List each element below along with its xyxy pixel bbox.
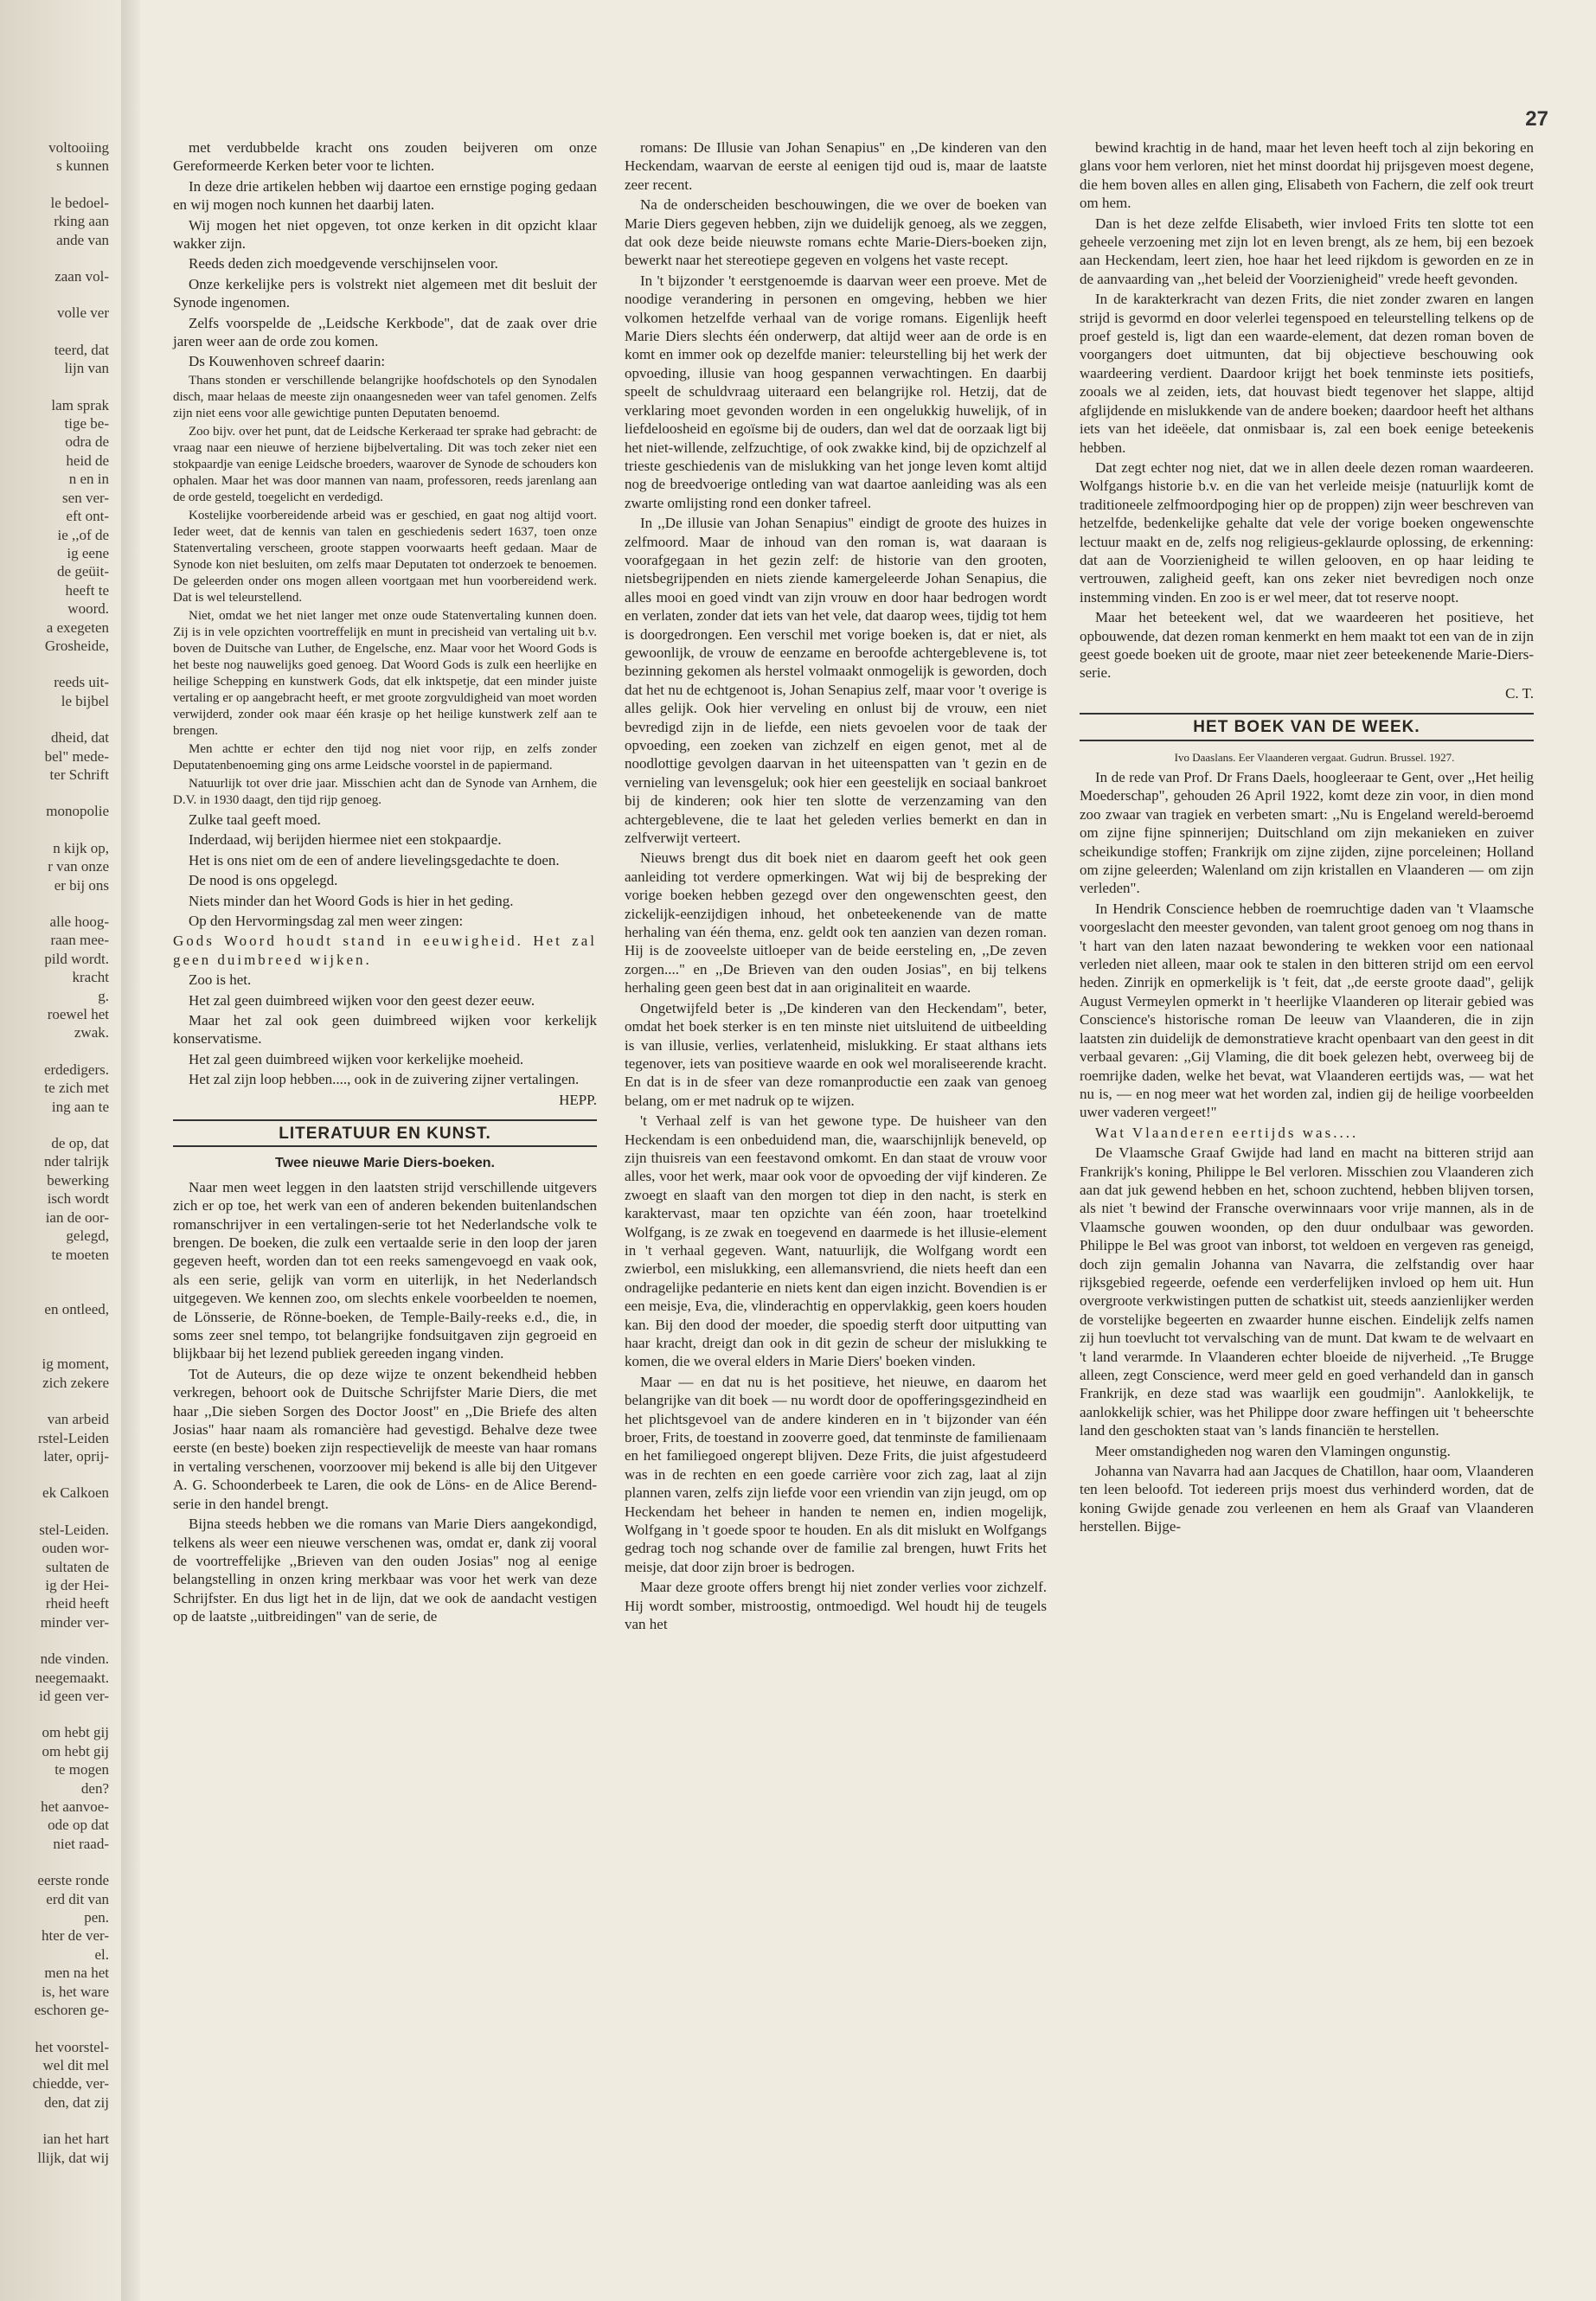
paragraph: Meer omstandigheden nog waren den Vlamingen ongunstig. [1095,1442,1451,1459]
paragraph: Johanna van Navarra had aan Jacques de Chatillon, haar oom, Vlaanderen ten leen beloofd. Tot iedereen prijs moest dus verhinderd worden, dat de koning Gwijde genade zou verleenen en hem als Graaf van Vlaanderen herstellen. Bijge- [1080,1463,1534,1535]
paragraph: In 't bijzonder 't eerstgenoemde is daarvan weer een proeve. Met de noodige verandering in personen en omgeving, hebben we hier volkomen hetzelfde verhaal van de vorige romans. Eigenlijk heeft Marie Diers slechts één onderwerp, dat altijd weer aan de orde is en komt en immer ook op dezelfde manier: teleurstelling bij het werk der opvoeding, illusie van hoog gespannen verwachtingen. En daarbij speelt de schuldvraag uiteraard een belangrijke rol. Hetzij, dat de verklaring moet gevonden worden in een ongelukkig huwelijk, of in liefdeloosheid en egoïsme bij de ouders, dan wel dat de oorzaak ligt bij het niet-willende, zelfzuchtige, of ook zwakke kind, bij de opzichzelf al trieste geschiedenis van de mislukking van het jonge leven komt altijd nog de breedvoerige ontleding van wat daartoe aanleiding was als een zwarte omlijsting rond een donker tafreel. [625,272,1047,511]
fragment-line: te zich met [44,1080,109,1097]
column-3 [1080,138,1534,1538]
article-boek-van-de-week-body [1080,768,1534,1122]
fragment-line: zich zekere [42,1374,109,1391]
article-title-marie-diers: Twee nieuwe Marie Diers-boeken. [274,1156,495,1171]
fragment-line: de op, dat [51,1135,109,1152]
fragment-line: ing aan te [51,1098,109,1115]
fragment-line: llijk, dat wij [37,2149,109,2166]
fragment-line: id geen ver- [39,1688,109,1704]
fragment-line [0,1392,112,1410]
article-boek-van-de-week-continued [1080,1144,1534,1536]
paragraph: Zoo is het. [189,971,252,989]
fragment-line: voltooiing [48,139,109,156]
fragment-line: minder ver- [40,1613,109,1631]
fragment-line: ig moment, [42,1356,109,1373]
quote-paragraph: Zoo bijv. over het punt, dat de Leidsche Kerkeraad ter sprake had gebracht: de vraag naar een nieuwe of herziene bijbelvertaling. Dit was toch zeker niet een stokpaardje van eenige Leidsche broeders, waarover de Synode de schouders kon ophalen. Maar het was door mannen van naam, professoren, reeds jarenlang aan de orde gesteld, toegelicht en verdedigd. [173,424,597,504]
paragraph: Maar het zal ook geen duimbreed wijken voor kerkelijk konservatisme. [173,1011,597,1048]
fragment-line: heeft te [65,581,109,599]
paragraph: Maar het beteekent wel, dat we waardeeren het positieve, het opbouwende, dat dezen roman kenmerkt en hem maakt tot een van de in zijn geest goede boeken uit de groote, maar niet zeer beteekenende Marie-Diers-serie. [1080,609,1534,682]
article-hepp-conclusion [173,971,597,1088]
paragraph: Ds Kouwenhoven schreef daarin: [189,353,386,370]
fragment-line: rheid heeft [45,1595,109,1612]
fragment-line: nder talrijk [43,1153,109,1170]
column-2 [625,138,1047,1636]
fragment-line: alle hoog- [49,913,109,930]
fragment-line: eft ont- [66,508,109,525]
fragment-line: bewerking [47,1171,109,1189]
fragment-line: odra de [65,433,109,451]
fragment-line: rstel-Leiden [37,1429,109,1446]
fragment-line: hter de ver- [41,1927,109,1945]
section-heading-literatuur: LITERATUUR EN KUNST. [173,1119,597,1147]
fragment-line: chiedde, ver- [32,2075,109,2093]
fragment-line: lam sprak [51,396,109,413]
fragment-line [0,784,112,802]
fragment-line: om hebt gij [42,1742,109,1759]
fragment-line: pen. [84,1909,109,1926]
fragment-line: monopolie [46,803,109,820]
fragment-line: te mogen [54,1761,109,1779]
fragment-line: den? [80,1779,109,1797]
article-marie-diers-body [173,1178,597,1626]
paragraph: Tot de Auteurs, die op deze wijze te onzent bekendheid hebben verkregen, behoort ook de Duitsche Schrijfster Marie Diers, die met haar ,,Die sieben Sorgen des Doctor Joost" en ,,Die Briefe des alten Josias" haar naam als romancière had gevestigd. Behalve deze twee eerste (en beste) boeken zijn respectievelijk de meeste van haar romans in vertaling verschenen, voorzoover mij bekend is alle bij den Uitgever A. G. Schoonderbeek te Laren, die ook de Löns- en de Alice Berend-serie in den handel brengt. [173,1365,597,1512]
fragment-line [0,2112,112,2130]
fragment-line: teerd, dat [54,341,109,358]
fragment-line: ie ,,of de [57,526,109,543]
quote-paragraph: Kostelijke voorbereidende arbeid was er geschied, en gaat nog altijd voort. Ieder weet, dat de kennis van talen en geschiedenis sedert 1637, toen onze Statenvertaling verscheen, groote stappen voorwaarts heeft gedaan. Maar de Synode kon niet besluiten, om zelfs maar Deputaten tot onderzoek te benoemen. De geleerden onder ons mogen alleen voortgaan met hun voorbereidend werk. Dat is wel teleurstellend. [173,508,597,605]
book-byline: Ivo Daaslans. Eer Vlaanderen vergaat. Gudrun. Brussel. 1927. [1174,750,1455,764]
article-hepp-body [173,138,597,371]
article-hepp-body-continued [173,811,597,930]
paragraph: Niets minder dan het Woord Gods is hier in het geding. [189,892,514,909]
fragment-line [0,323,112,341]
fragment-line: men na het [44,1965,109,1982]
paragraph: Het zal geen duimbreed wijken voor den geest dezer eeuw. [189,991,535,1009]
fragment-line: le bijbel [61,692,109,709]
fragment-line: rking aan [54,213,109,230]
fragment-line [0,1503,112,1521]
signature-ct: C. T. [1505,684,1534,702]
fragment-line: woord. [67,600,109,618]
fragment-line: ian het hart [42,2131,109,2148]
fragment-line: el. [94,1945,109,1963]
fragment-line: r van onze [48,858,109,875]
paragraph: Op den Hervormingsdag zal men weer zingen: [189,912,464,929]
fragment-line: en ontleed, [44,1300,109,1317]
fragment-line: eschoren ge- [34,2002,109,2019]
fragment-line [0,2020,112,2038]
fragment-line: Grosheide, [44,637,109,654]
article-marie-diers-continued [625,138,1047,1634]
left-page-fragment-column [0,138,112,2167]
fragment-line: neegemaakt. [35,1669,109,1686]
fragment-line [0,1336,112,1355]
fragment-line: g. [98,987,109,1004]
paragraph: In de rede van Prof. Dr Frans Daels, hoogleeraar te Gent, over ,,Het heilig Moederschap", gehouden 26 April 1922, komt deze zin voor, in dien mond zoo zwaar van tragiek en verbeten smart: ,,Nu is Engeland wereld-beroemd om zijne fijne spinnerijen; Duitschland om zijn mekanieken en zuiver scheikundige stoffen; Frankrijk om zijne zijden, zijne porceleinen; Holland om zijne geleerden; Walenland om zijn kristallen en Vlaanderen — om zijn verleden". [1080,769,1534,897]
paragraph: In de karakterkracht van dezen Frits, die niet zonder zwaren en langen strijd is gevormd en door velerlei tegenspoed en teleurstelling telkens op de proef gesteld is, ligt dan een waarde-element, dat dezen roman boven de voorgangers doet uitmunten, dat bij objectieve beschouwing ook waardeering verdient. Daardoor krijgt het boek tenminste iets positiefs, zooals we al zeiden, iets, dat houvast biedt tegenover het slappe, altijd afglijdende en mislukkende van de andere boeken; daardoor heeft het althans iets van het ideëele, dat onmisbaar is, zal een boek eenige beteekenis hebben. [1080,291,1534,456]
fragment-line [0,249,112,267]
fragment-line: ig eene [67,544,109,561]
paragraph: De nood is ons opgelegd. [189,872,338,889]
column-1 [173,138,597,1628]
fragment-line: de geüit- [57,563,109,580]
fragment-line: pild wordt. [44,950,109,967]
paragraph: Na de onderscheiden beschouwingen, die we over de boeken van Marie Diers gegeven hebben, zijn we duidelijk genoeg, als we zeggen, dat ook deze beide nieuwste romans echte Marie-Diers-boeken zijn, bewerkt naar het stereotiepe gegeven en volgens het vaste recept. [625,196,1047,269]
fragment-line: niet raad- [53,1835,109,1852]
paragraph: In Hendrik Conscience hebben de roemruchtige daden van 't Vlaamsche voorgeslacht den meester gevonden, van talent groot genoeg om nog thans in 't hart van den laten nazaat bewondering te wekken voor een nationaal verleden niet alleen, maar ook te stalen in den bitteren strijd om een eervol heden. Zinrijk en opmerkelijk is 't feit, dat ,,de eerste groote daad", gelijk August Vermeylen opmerkt in 't heerlijke Vlaanderen op literair gebied was Conscience's historische roman De leeuw van Vlaanderen, die in zijn laatsten zin duidelijk de demonstratieve kracht openbaart van den geest in dit verbaal gevaren: ,,Gij Vlaming, die dit boek gelezen hebt, overweeg bij de roemrijke daden, welke het bevat, wat Vlaanderen eertijds was, — wat het nu is, — en nog meer wat het worden zal, indien gij de heilige voorbeelden uwer vaderen vergeet!" [1080,900,1534,1121]
fragment-line [0,285,112,304]
fragment-line: ian de oor- [45,1208,109,1226]
fragment-line: gelegd, [66,1227,109,1245]
fragment-line [0,1631,112,1650]
fragment-line: stel-Leiden. [39,1521,109,1538]
fragment-line: zwak. [74,1024,109,1042]
paragraph: De Vlaamsche Graaf Gwijde had land en macht na bitteren strijd aan Frankrijk's koning, Philippe le Bel verloren. Misschien zou Vlaanderen zich aan dat juk gewend hebben en het, schoon zuchtend, hebben blijven torsen, als niet 't bewind der Fransche overwinnaars voor vrije mannen, als in de Vlaamsche gouwen woonden, op den duur ondulbaar was geworden. Philippe le Bel was groot van inborst, tot weldoen en vergeven ras geneigd, doch zijn gemalin Johanna van Navarra, die zelfstandig over haar rijksgebied regeerde, oefende een verderfelijken invloed op hem uit. Hun overgroote verkwistingen putten de schatkist uit, steeds aanzienlijker werden de vorstelijke begeerten en zwaarder hunne eischen. Eindelijk zelfs namen zij hun toevlucht tot vervalsching van de munt. Dat kwam te de welvaart en 't land verarmde. In Vlaanderen echter bloeide de nijverheid. ,,Te Brugge alleen, zegt Conscience, werd meer geld en goed verhandeld dan in gansch Frankrijk, en deze stad was waarlijk een goudmijn". Aanlokkelijk, te aanlokkelijk schier, was het Philippe door zware heffingen uit 't beheerschte land den geschokten staat van 's lands financiën te herstellen. [1080,1144,1534,1439]
fragment-line [0,821,112,839]
fragment-line: n en in [68,471,109,488]
fragment-line [0,1853,112,1871]
paragraph: Maar — en dat nu is het positieve, het nieuwe, en daarom het belangrijke van dit boek — nu wordt door de opofferingsgezindheid en het plichtsgevoel van de andere kinderen en in 't bijzonder van één broer, Frits, de toestand in zooverre goed, dat tenminste de familienaam en het familiegoed ongerept blijven. Deze Frits, die juist afgestudeerd was in de rechten en een goede carrière voor zich zag, laat al zijn plannen varen, zelfs zijn liefde voor een vriendin van zijn jeugd, om op Heckendam het beheer in handen te nemen en, indien mogelijk, Wolfgang in 't goede spoor te houden. En als dit mislukt en Wolfgangs gedrag toch nog schande over de familie zal brengen, huwt Frits het meisje, dat door zijn broer is bedrogen. [625,1373,1047,1575]
paragraph: Dat zegt echter nog niet, dat we in allen deele dezen roman waardeeren. Wolfgangs historie b.v. en die van het verleide meisje (natuurlijk komt de traditioneele zelfmoordpoging hier op de proppen) zijn weer beschreven van hetzelfde, bedenkelijke gehalte dat vele der vorige boeken ongewenschte lectuur maakt en de, zelfs nog religieus-geklaurde oplossing, de erkenning: dat aan de Voorzienigheid te willen gelooven, en op haar leiding te vertrouwen, zaligheid geeft, kan ons zeker niet bevredigen noch onze instemming vinden. En zoo is er wel meer, dat tot reserve noopt. [1080,458,1534,606]
fragment-line: er bij ons [54,876,109,894]
paragraph: Het is ons niet om de een of andere lievelingsgedachte te doen. [189,851,560,868]
fragment-line: tige be- [64,415,109,433]
fragment-line [0,710,112,728]
paragraph: Het zal geen duimbreed wijken voor kerkelijke moeheid. [189,1050,524,1067]
fragment-line: volle ver [57,304,109,322]
fragment-line: zaan vol- [54,268,109,285]
spaced-quote: Wat Vlaanderen eertijds was.... [1095,1124,1359,1141]
page-number: 27 [1525,107,1548,131]
paragraph: Maar deze groote offers brengt hij niet zonder verlies voor zichzelf. Hij wordt somber, mistroostig, ontmoedigd. Wel houdt hij de teugels van het [625,1579,1047,1633]
paragraph: Zelfs voorspelde de ,,Leidsche Kerkbode", dat de zaak over drie jaren weer aan de orde zou komen. [173,314,597,350]
fragment-line [0,1042,112,1061]
fragment-line: erdedigers. [43,1061,109,1078]
fragment-line: erd dit van [46,1890,109,1907]
fragment-line: reeds uit- [54,674,109,691]
fragment-line: het aanvoe- [41,1798,109,1816]
fragment-line: den, dat zij [43,2093,109,2111]
fragment-line: ter Schrift [49,766,109,783]
fragment-line: heid de [66,452,109,469]
paragraph: Onze kerkelijke pers is volstrekt niet algemeen met dit besluit der Synode ingenomen. [173,275,597,311]
fragment-line: a exegeten [46,619,109,636]
paragraph: Bijna steeds hebben we die romans van Marie Diers aangekondigd, telkens als weer een nieuwe verschenen was, omdat er, dank zij vooral de voortreffelijke ,,Brieven van den ouden Josias" nog al eenige belangstelling in onzen kring merkbaar was voor het werk van deze Schrijfster. En dus ligt het in de lijn, dat we ook de aandacht vestigen op de laatste ,,uitbreidingen" van de serie, de [173,1516,597,1625]
paragraph: Ongetwijfeld beter is ,,De kinderen van den Heckendam", beter, omdat het boek sterker is en ten minste niet uitsluitend de uitbeelding is van illusie, verlies, verlatenheid, mislukking. Er staat althans iets tegenover, iets van positieve waarde en ook wel moraliseerende kracht. En dat is in de sfeer van deze romanproductie een zaak van genoeg belang, om er met nadruk op te wijzen. [625,999,1047,1109]
paragraph: bewind krachtig in de hand, maar het leven heeft toch al zijn bekoring en glans voor hem verloren, niet het minst doordat hij prijsgeven moest degene, die hem boven alles en allen ging, Elisabeth von Fachern, die zelf ook treurt om hem. [1080,139,1534,212]
fragment-line: isch wordt [47,1190,109,1208]
fragment-line [0,378,112,396]
paragraph: Reeds deden zich moedgevende verschijnselen voor. [189,255,498,272]
fragment-line [0,1465,112,1484]
fragment-line [0,1318,112,1336]
paragraph: met verdubbelde kracht ons zouden beijveren om onze Gereformeerde Kerken beter voor te lichten. [173,139,597,175]
fragment-line: later, oprij- [43,1447,109,1465]
fragment-line: le bedoel- [50,194,109,211]
paragraph: Wij mogen het niet opgeven, tot onze kerken in dit opzicht klaar wakker zijn. [173,216,597,253]
fragment-line: raan mee- [50,932,109,949]
fragment-line: het voorstel- [35,2038,109,2055]
fragment-line: van arbeid [47,1411,109,1428]
paragraph: Het zal zijn loop hebben...., ook in de zuivering zijner vertalingen. [189,1071,580,1088]
paragraph: Dan is het deze zelfde Elisabeth, wier invloed Frits ten slotte tot een geheele verzoening met zijn lot en leven brengt, als ze hem, bij een bezoek aan Heckendam, leert zien, hoe haar het leed rijkdom is geworden en ze in de aanvaarding van ,,het beleid der Voorzienigheid" vrede heeft gevonden. [1080,215,1534,287]
fragment-line [0,655,112,673]
fragment-line: roewel het [47,1006,109,1023]
fragment-line: wel dit mel [42,2056,109,2073]
fragment-line: ek Calkoen [42,1484,109,1502]
fragment-line: ande van [56,231,109,248]
fragment-line: bel" mede- [44,747,109,765]
quote-paragraph: Men achtte er echter den tijd nog niet voor rijp, en zelfs zonder Deputatenbenoeming ging ons arme Leidsche voorstel in de papiermand. [173,741,597,772]
quote-paragraph: Niet, omdat we het niet langer met onze oude Statenvertaling kunnen doen. Zij is in vele opzichten voortreffelijk en munt in precisheid van vertaling uit b.v. boven de Duitsche van Luther, de Engelsche, enz. Maar voor het Woord Gods is het beste nog nauwelijks goed genoeg. Dat Woord Gods is zulk een heerlijke en heilige Schepping en kunstwerk Gods, dat elk inktspetje, dat een minder juiste vertaling er op aangebracht heeft, er met groote zorgvuldigheid van moet worden verwijderd, zonder ook maar één krasje op het heilige kunstwerk zelf aan te brengen. [173,608,597,738]
signature-hepp: HEPP. [559,1091,597,1108]
paragraph: Zulke taal geeft moed. [189,811,321,828]
fragment-line: nde vinden. [40,1650,109,1668]
fragment-line: ouden wor- [42,1540,109,1557]
paragraph: Nieuws brengt dus dit boek niet en daarom geeft het ook geen aanleiding tot verdere opmerkingen. Wat wij bij de bespreking der vorige boeken hebben gezegd over den ongewenschten geest, den zickelijk-eenzijdigen inhoud, het onbeteekenende van de matte herhaling van één thema, enz. geldt ook ten aanzien van dezen roman. Hij is de zooveelste uitloeper van de beide eersteling en, ,,De zeven zorgen...." en ,,De Brieven van den ouden Josias", en bij telkens herhaling geen geen best dat in aan originaliteit en waarde. [625,849,1047,997]
fragment-line [0,176,112,194]
fragment-line: dheid, dat [50,729,109,747]
kerkbode-quote [173,373,597,809]
fragment-line [0,1282,112,1300]
fragment-line: om hebt gij [42,1724,109,1741]
paragraph: romans: De Illusie van Johan Senapius" en ,,De kinderen van den Heckendam, waarvan de eerste al eenigen tijd oud is, maar de laatste zeer recent. [625,139,1047,193]
paragraph: Naar men weet leggen in den laatsten strijd verschillende uitgevers zich er op toe, het werk van een of anderen bekenden buitenlandschen romanschrijver in een vertalingen-serie tot het Nederlandsche volk te brengen. De boeken, die zulk een vertaalde serie in den loop der jaren gegeven heeft, worden dan tot een reeks samengevoegd en vaak ook, als een serie, gelijk van vorm en uiterlijk, in het Nederlandsch uitgegeven. We kennen zoo, om slechts enkele voorbeelden te noemen, de Lönsserie, de Rönne-boeken, de Temple-Baily-reeks e.d., die, in soms zeer snel tempo, tot belangrijke fondsuitgaven zijn gegroeid en blijkbaar bij het lezend publiek gereeden ingang vinden. [173,1178,597,1362]
paragraph: In ,,De illusie van Johan Senapius" eindigt de groote des huizes in zelfmoord. Maar de inhoud van den roman is, wat daaraan is voorafgegaan in het gezin zelf: de historie van den grooten, nietsbegrijpenden en niets ziende kamergeleerde Johan Senapius, die alles mooi en goed vindt van zijn vrouw en door haar bedrogen wordt en verlaten, zonder dat iets van het vele, dat daarop wees, tijdig tot hem is doorgedrongen. Een verschil met vorige boeken is, dat er niet, als gewoonlijk, de vrouw de eenzame en beroofde achtergeblevene is, tot bezinning gekomen als herstel volmaakt onmogelijk is geworden, doch dat het nu de echtgenoot is, Johan Senapius zelf, maar voor 't overige is alles gelijk. Ook hier verveling en onlust bij de vrouw, een niet bevredigd zijn in de liefde, een niets gevoelen voor de taak der opvoeding, een zoeken van zichzelf en eigen genot, met al de noodlottige gevolgen daarvan in het uiteenspatten van 't gezin en de vernieling van levensgeluk; ook hier een geestelijk en sociaal bankroet bij de kinderen; ook hier ten slotte de verzenzaming van den achtergeblevene, die te laat het geleden verlies bemerkt en dan in zelfverwijt verteert. [625,515,1047,847]
fragment-line: is, het ware [42,1983,109,2000]
fragment-line: lijn van [64,360,109,377]
fragment-line: s kunnen [56,157,109,175]
quote-paragraph: Thans stonden er verschillende belangrijke hoofdschotels op den Synodalen disch, maar helaas de meeste zijn onaangesneden weer van tafel genomen. Zelfs zijn niet eens voor alle gewichtige punten Deputaten benoemd. [173,373,597,420]
article-marie-diers-conclusion [1080,138,1534,683]
fragment-line: kracht [72,969,109,986]
fragment-line: te moeten [51,1246,109,1263]
fragment-line: eerste ronde [37,1872,109,1889]
fragment-line: n kijk op, [53,839,109,856]
section-heading-boek-van-de-week: HET BOEK VAN DE WEEK. [1080,713,1534,740]
fragment-line: sultaten de [45,1558,109,1575]
hymn-line: Gods Woord houdt stand in eeuwigheid. Het zal geen duimbreed wijken. [173,933,597,968]
fragment-line: sen ver- [62,489,109,506]
fragment-line: ode op dat [48,1817,109,1834]
fragment-line [0,894,112,913]
paragraph: In deze drie artikelen hebben wij daartoe een ernstige poging gedaan en wij mogen noch kunnen het daarbij laten. [173,177,597,214]
page-fold-shadow [121,0,140,2301]
fragment-line: ig der Hei- [45,1576,109,1593]
paragraph: Inderdaad, wij berijden hiermee niet een stokpaardje. [189,831,502,849]
fragment-line [0,1116,112,1134]
paragraph: 't Verhaal zelf is van het gewone type. De huisheer van den Heckendam is een onbeduidend man, die, waarschijnlijk beneveld, op zijn thuisreis van een feestavond omkomt. En dan staat de vrouw voor alles, voor het werk, maar ook voor de opvoeding der vijf kinderen. Ze zwoegt en slaaft van den morgen tot diep in den nacht, is sterk en karaktervast, maar ten opzichte van één zoon, haar troetelkind Wolfgang, is ze zwak en toegevend en daarmede is het illusie-element in 't verhaal gegeven. Want, natuurlijk, die Wolfgang wordt een zwierbol, een mislukking, een allemansvriend, die niets heeft dan een ondragelijke pedanterie en niets kent dan eigen inzicht. Bovendien is er een meisje, Eva, die, vlinderachtig en oppervlakkig, geen koers houden kan. Bij den dood der moeder, die spoedig sterft door uitputting van haar kracht, dreigt dan ook in dit gezin de scheur der mislukking te komen, die we overal elders in Marie Diers' boeken vinden. [625,1112,1047,1370]
quote-paragraph: Natuurlijk tot over drie jaar. Misschien acht dan de Synode van Arnhem, die D.V. in 1930 daagt, den tijd rijp genoeg. [173,776,597,807]
fragment-line [0,1264,112,1282]
fragment-line [0,1705,112,1723]
